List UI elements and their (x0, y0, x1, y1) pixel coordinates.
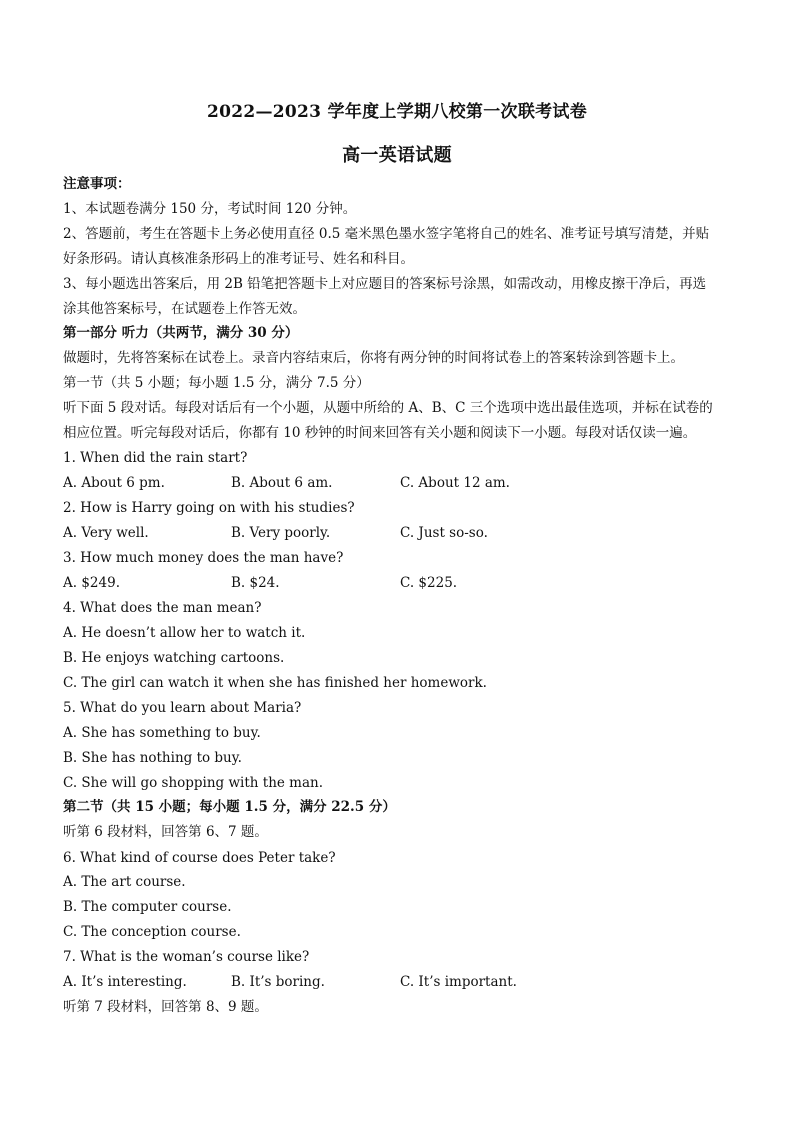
section1-instruction-line-2: 相应位置。听完每段对话后，你都有 10 秒钟的时间来回答有关小题和阅读下一小题。每段对话仅读一遍。 (63, 425, 697, 441)
question-6-option-a: A. The art course. (63, 874, 186, 890)
question-1-option-a: A. About 6 pm. (63, 475, 165, 491)
question-4-option-c: C. The girl can watch it when she has finished her homework. (63, 675, 487, 691)
question-3-option-b: B. $24. (231, 575, 280, 591)
notice-item-2-line-2: 好条形码。请认真核准条形码上的准考证号、姓名和科目。 (63, 251, 414, 267)
question-1-option-c: C. About 12 am. (400, 475, 510, 491)
question-1-stem: 1. When did the rain start? (63, 450, 248, 466)
question-5-option-c: C. She will go shopping with the man. (63, 775, 324, 791)
exam-title: 2022—2023 学年度上学期八校第一次联考试卷 (206, 102, 588, 122)
notice-item-3-line-1: 3、每小题选出答案后，用 2B 铅笔把答题卡上对应题目的答案标号涂黑，如需改动，用橡皮擦干净后，再选 (63, 276, 707, 292)
question-3-option-a: A. $249. (63, 575, 120, 591)
question-6-option-c: C. The conception course. (63, 924, 241, 940)
question-4-stem: 4. What does the man mean? (63, 600, 262, 616)
question-4-option-b: B. He enjoys watching cartoons. (63, 650, 285, 666)
question-7-option-a: A. It’s interesting. (63, 974, 187, 990)
question-5-option-b: B. She has nothing to buy. (63, 750, 242, 766)
question-7-stem: 7. What is the woman’s course like? (63, 949, 310, 965)
question-2-stem: 2. How is Harry going on with his studies? (63, 500, 355, 516)
material-6-instruction: 听第 6 段材料，回答第 6、7 题。 (63, 824, 268, 840)
question-6-option-b: B. The computer course. (63, 899, 232, 915)
question-3-option-c: C. $225. (400, 575, 458, 591)
section1-instruction-line-1: 听下面 5 段对话。每段对话后有一个小题，从题中所给的 A、B、C 三个选项中选出最佳选项，并标在试卷的 (63, 400, 713, 416)
exam-subtitle: 高一英语试题 (342, 145, 452, 166)
question-1-option-b: B. About 6 am. (231, 475, 333, 491)
notice-item-2-line-1: 2、答题前，考生在答题卡上务必使用直径 0.5 毫米黑色墨水签字笔将自己的姓名、准考证号填写清楚，并贴 (63, 226, 710, 242)
question-4-option-a: A. He doesn’t allow her to watch it. (63, 625, 306, 641)
question-2-option-c: C. Just so-so. (400, 525, 488, 541)
question-7-option-b: B. It’s boring. (231, 974, 325, 990)
question-2-option-a: A. Very well. (63, 525, 149, 541)
question-6-stem: 6. What kind of course does Peter take? (63, 850, 336, 866)
section2-heading: 第二节（共 15 小题；每小题 1.5 分，满分 22.5 分） (63, 799, 396, 815)
section1-heading: 第一节（共 5 小题；每小题 1.5 分，满分 7.5 分） (63, 375, 370, 391)
question-3-stem: 3. How much money does the man have? (63, 550, 344, 566)
part1-heading: 第一部分 听力（共两节，满分 30 分） (63, 325, 299, 341)
question-7-option-c: C. It’s important. (400, 974, 517, 990)
notice-heading: 注意事项： (63, 176, 131, 192)
notice-item-1: 1、本试题卷满分 150 分，考试时间 120 分钟。 (63, 201, 357, 217)
part1-instruction: 做题时，先将答案标在试卷上。录音内容结束后，你将有两分钟的时间将试卷上的答案转涂到答题卡上。 (63, 350, 684, 366)
material-7-instruction: 听第 7 段材料，回答第 8、9 题。 (63, 999, 268, 1015)
question-2-option-b: B. Very poorly. (231, 525, 331, 541)
question-5-stem: 5. What do you learn about Maria? (63, 700, 302, 716)
notice-item-3-line-2: 涂其他答案标号，在试题卷上作答无效。 (63, 301, 306, 317)
question-5-option-a: A. She has something to buy. (63, 725, 261, 741)
